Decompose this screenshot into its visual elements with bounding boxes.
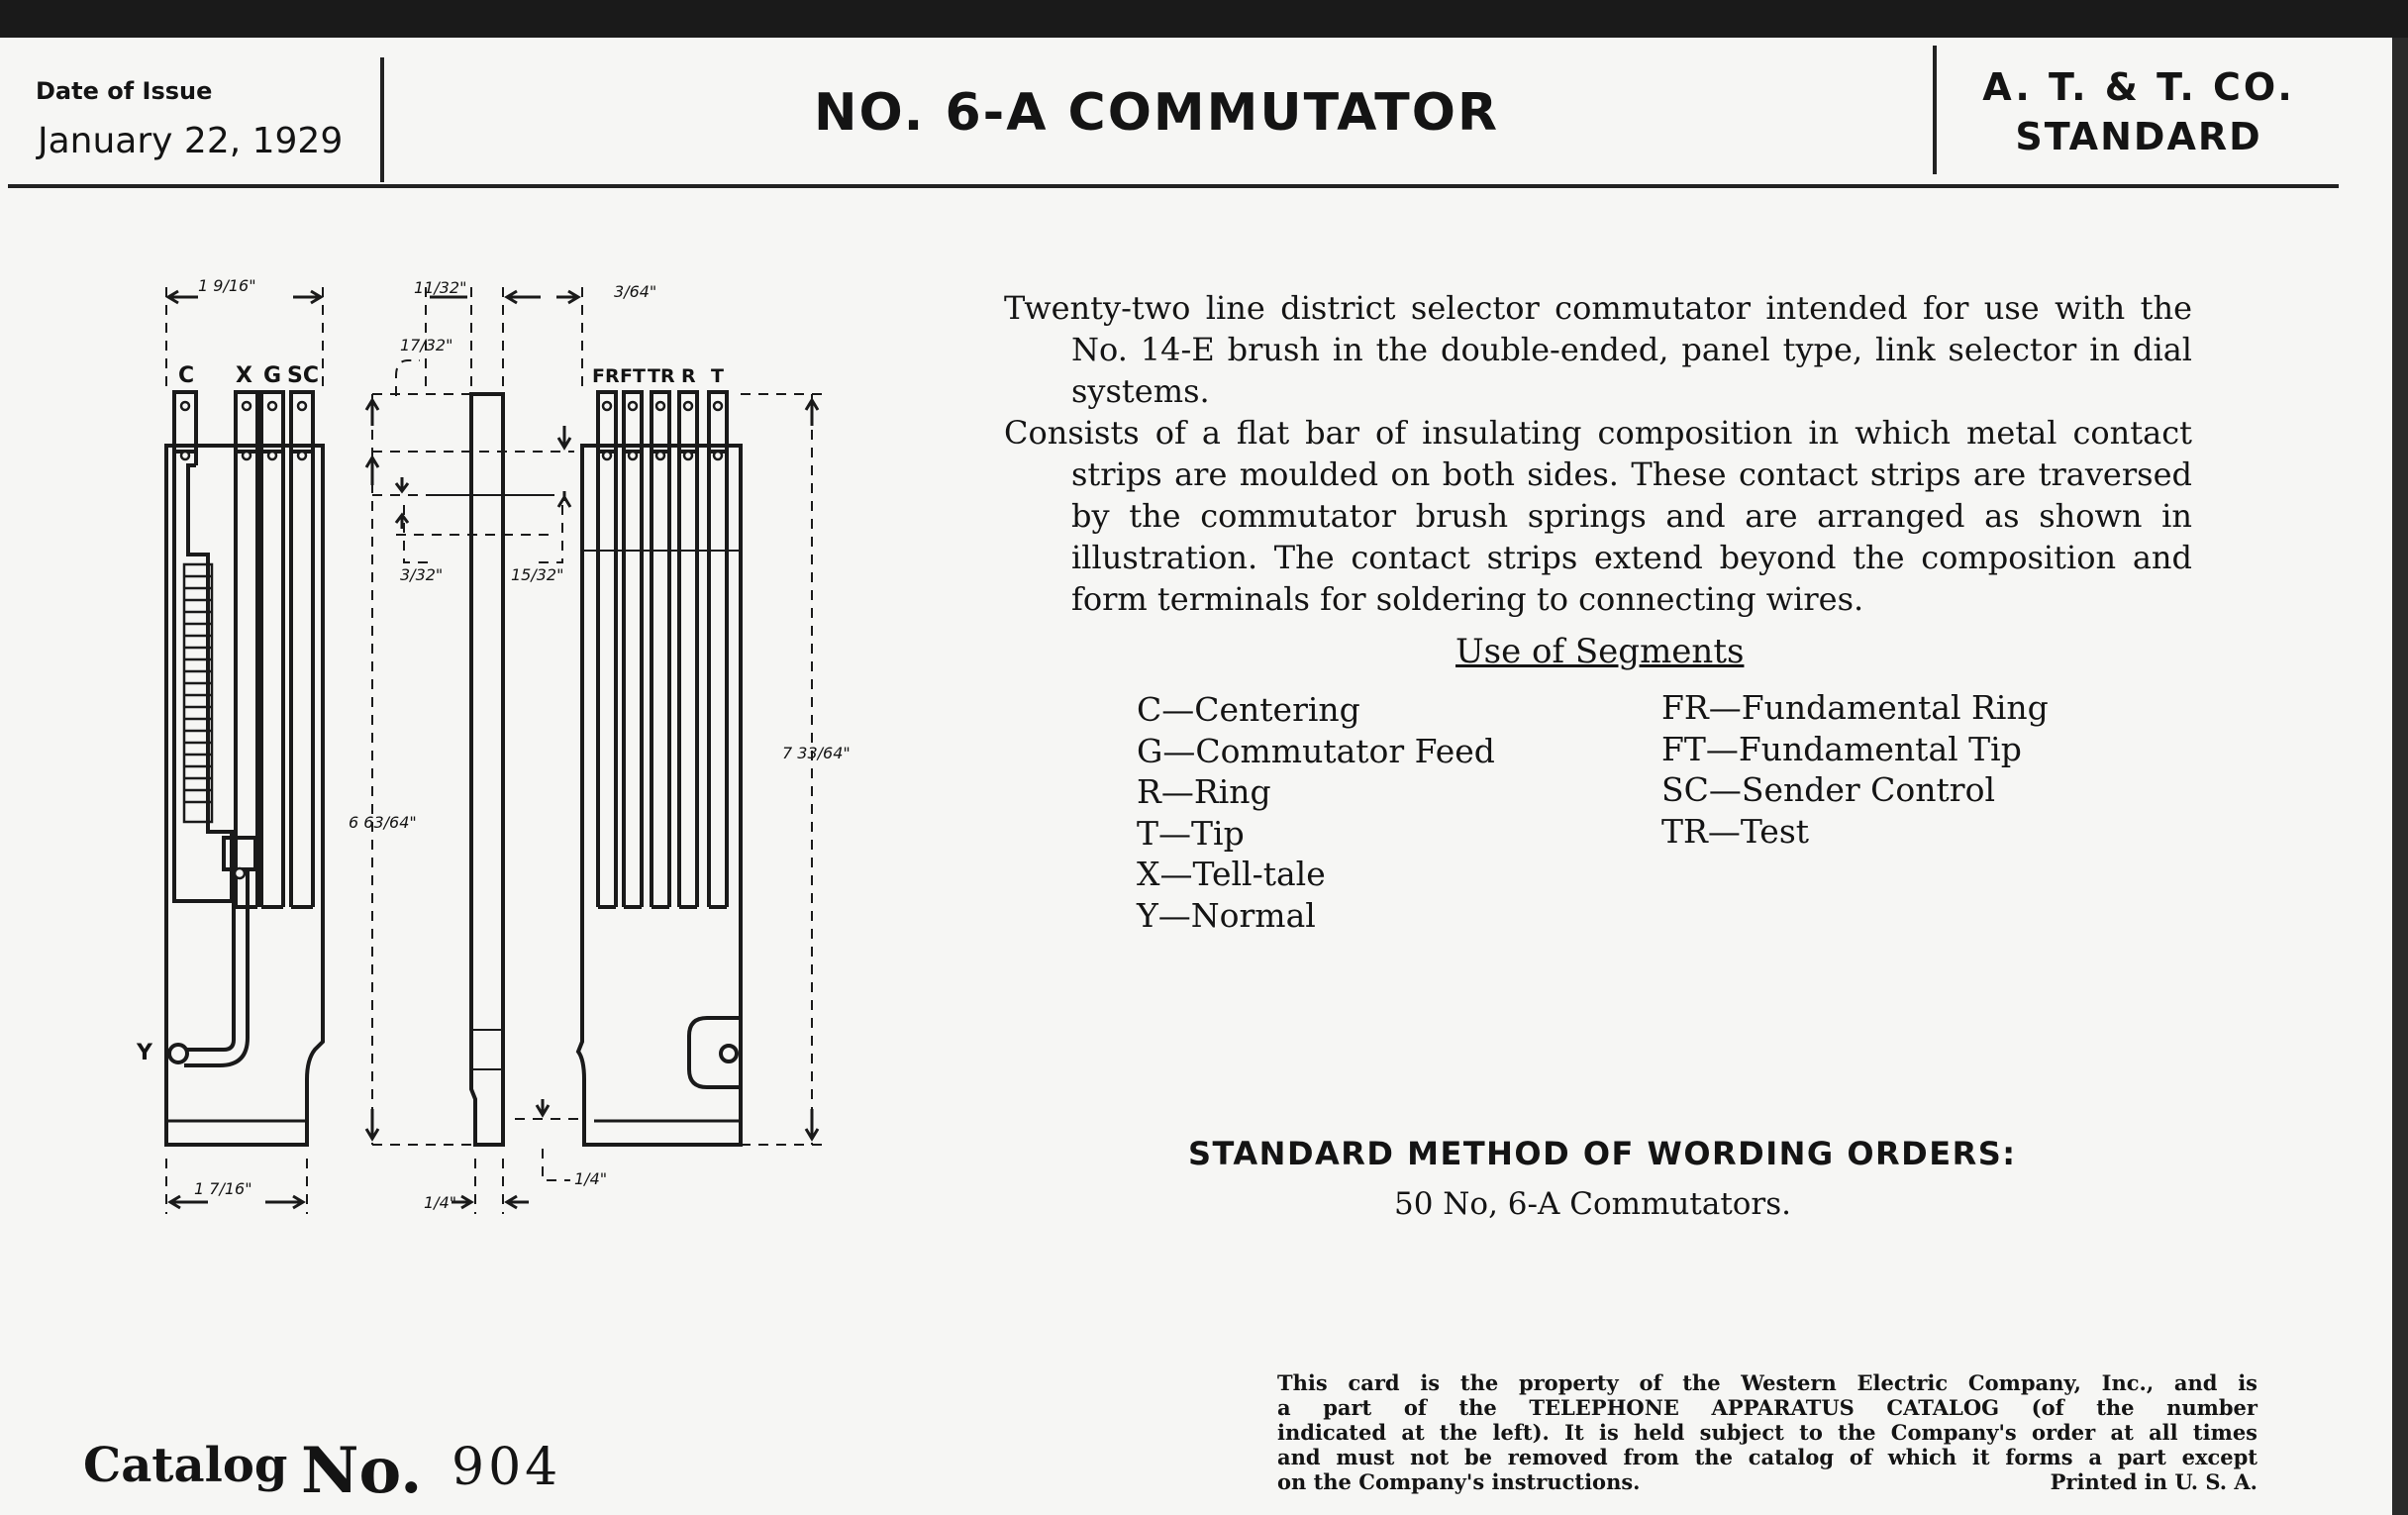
footer-line: This card is the property of the Western Electric Company, Inc., and is	[1277, 1370, 2258, 1395]
label-sc: SC	[287, 363, 319, 388]
catalog-number: 904	[452, 1438, 562, 1497]
description-paragraph-1: Twenty-two line district selector commutator intended for use with the No. 14-E brush in the double-ended, panel type, link selector in dial systems.	[1004, 289, 2192, 410]
label-r: R	[681, 365, 696, 387]
segment-item: X—Tell-tale	[1137, 855, 1326, 893]
standard-org: A. T. & T. CO.	[1982, 65, 2295, 109]
footer-line: and must not be removed from the catalog of which it forms a part except	[1277, 1445, 2258, 1469]
segment-item: FR—Fundamental Ring	[1661, 688, 2049, 727]
ordering-example: 50 No, 6-A Commutators.	[1394, 1186, 1792, 1222]
footer-line: indicated at the left). It is held subject to the Company's order at all times	[1277, 1420, 2258, 1445]
dim-base-b: 1/4"	[574, 1169, 608, 1188]
label-y: Y	[137, 1041, 152, 1065]
footer-line: a part of the TELEPHONE APPARATUS CATALOG (of the number	[1277, 1395, 2258, 1420]
card-edge	[2392, 38, 2408, 1515]
dim-inner-height: 6 63/64"	[349, 813, 417, 832]
dim-width-bottom: 1 7/16"	[194, 1179, 252, 1198]
segment-item: T—Tip	[1137, 813, 1245, 853]
segment-item: SC—Sender Control	[1661, 770, 1995, 809]
footer-last-line	[1277, 1469, 2258, 1494]
date-of-issue: January 22, 1929	[38, 121, 344, 161]
segment-item: C—Centering	[1137, 690, 1360, 729]
label-ft: FT	[620, 365, 646, 387]
segment-item: FT—Fundamental Tip	[1661, 729, 2022, 768]
dim-overall-height: 7 33/64"	[782, 744, 851, 762]
header-divider-right	[1933, 46, 1937, 174]
ordering-title: STANDARD METHOD OF WORDING ORDERS:	[1188, 1135, 2017, 1172]
catalog-label: Catalog	[83, 1438, 288, 1493]
segment-item: TR—Test	[1661, 811, 1810, 851]
segments-title: Use of Segments	[1455, 632, 1745, 671]
dim-bar-offset: 3/64"	[614, 282, 657, 301]
label-t: T	[711, 365, 724, 387]
segment-item: G—Commutator Feed	[1137, 731, 1495, 770]
page-title: NO. 6-A COMMUTATOR	[814, 83, 1499, 143]
dim-width-top: 1 9/16"	[198, 276, 256, 295]
label-x: X	[236, 363, 252, 388]
terminal-y-hole	[169, 1045, 187, 1062]
catalog-no-symbol: No.	[301, 1434, 423, 1508]
footer-instructions: on the Company's instructions.	[1277, 1469, 1641, 1494]
description	[1004, 287, 2192, 620]
printed-in: Printed in U. S. A.	[2050, 1469, 2258, 1494]
description-paragraph-2: Consists of a flat bar of insulating composition in which metal contact strips are moulded on both sides. These contact strips are traversed by the commutator brush springs and are arranged as shown in illustration. The contact strips extend beyond the composition and form terminals for soldering to connecting wires.	[1004, 414, 2192, 618]
commutator-drawing	[0, 0, 951, 1317]
date-of-issue-label: Date of Issue	[36, 77, 213, 105]
segments-right-list	[1661, 687, 2049, 852]
label-c: C	[178, 363, 195, 388]
dim-slot-a: 3/32"	[400, 565, 444, 584]
label-fr: FR	[592, 365, 620, 387]
standard-label: STANDARD	[2015, 115, 2262, 158]
edge-view-outline	[471, 394, 503, 1145]
label-tr: TR	[648, 365, 675, 387]
segment-item: R—Ring	[1137, 772, 1271, 811]
dim-terminal-pitch: 11/32"	[414, 278, 467, 297]
segments-left-list	[1137, 689, 1495, 936]
dim-terminal-height: 17/32"	[400, 336, 453, 354]
footer-notice	[1277, 1370, 2258, 1494]
label-g: G	[263, 363, 282, 388]
segment-item: Y—Normal	[1137, 895, 1316, 935]
dim-base-a: 1/4"	[424, 1193, 457, 1212]
dim-slot-b: 15/32"	[511, 565, 564, 584]
